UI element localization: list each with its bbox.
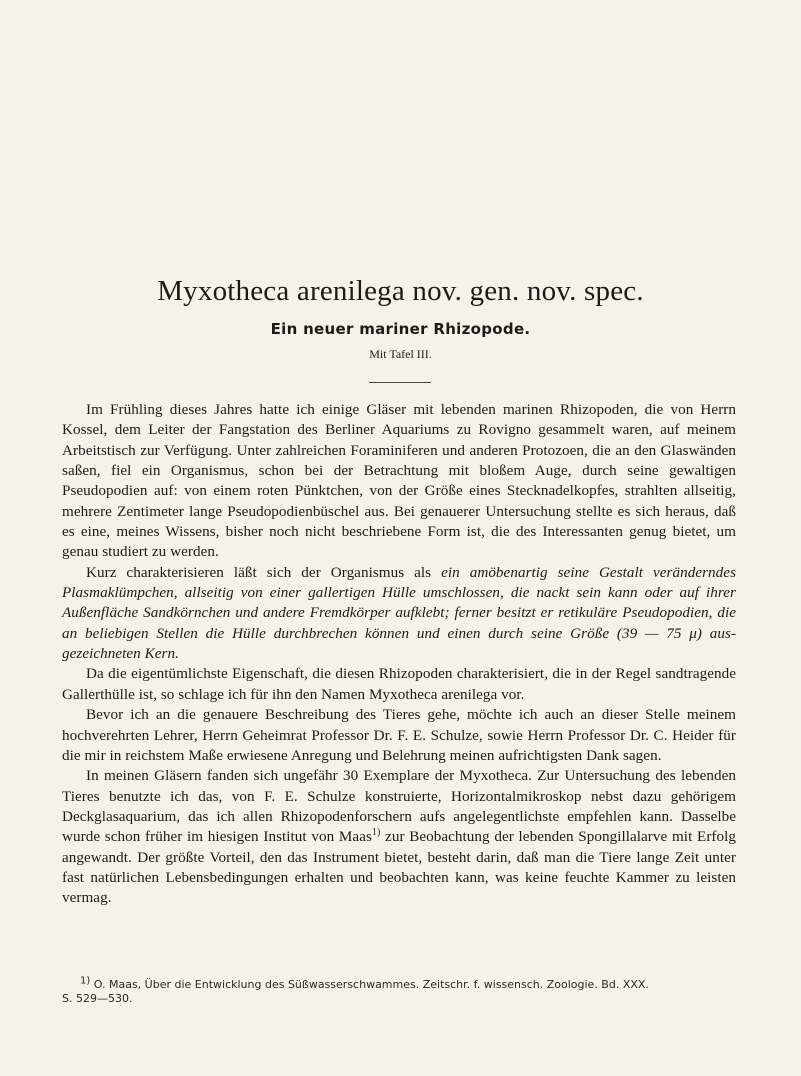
paragraph-4: Bevor ich an die genauere Beschreibung des Tieres gehe, möchte ich auch an dieser Stelle meinem hochverehrten Lehrer, Herrn Geheimrat Professor Dr. F. E. Schulze, sowie Herrn Professor Dr. C. Heider für die mir in reichstem Maße erwiesene Anregung und Belehrung meinen aufrichtigsten Dank sagen.	[62, 706, 736, 764]
paper-title: Myxotheca arenilega nov. gen. nov. spec.	[157, 275, 644, 307]
paragraph-5-after: zur Beobachtung der lebenden Spongillalarve mit Erfolg angewandt. Der größte Vorteil, den das Instrument bietet, besteht darin, daß man die Tiere lange Zeit unter fast natürlichen Lebensbedingungen erhalten und beobachten kann, was keine feuchte Kammer zu leisten vermag.	[62, 828, 736, 907]
paragraph-5	[62, 766, 736, 908]
paragraph-3: Da die eigentümlichste Eigenschaft, die diesen Rhizopoden charakterisiert, die in der Regel sandtragende Gallerthülle ist, so schlage ich für ihn den Namen Myxotheca arenilega vor.	[62, 665, 736, 703]
plate-note: Mit Tafel III.	[369, 347, 432, 361]
main-body	[62, 400, 736, 909]
footnote-reference: 1)	[371, 827, 381, 839]
paragraph-2	[62, 563, 736, 665]
footnote-line-2: S. 529—530.	[62, 992, 133, 1005]
footnote-text: O. Maas, Über die Entwicklung des Süßwasserschwammes. Zeitschr. f. wissensch. Zoologie. Bd. XXX.	[93, 978, 649, 991]
footnote	[62, 975, 736, 1006]
paper-subtitle: Ein neuer mariner Rhizopode.	[270, 320, 531, 338]
footnote-line-1	[62, 975, 736, 992]
paragraph-2-italic: ein amöbenartig seine Gestalt veränderndes Plasmaklümpchen, allseitig von einer gallertigen Hülle umschlossen, die nackt sein kann oder auf ihrer Außenfläche Sandkörnchen und andere Fremdkörper aufklebt; ferner besitzt er retikuläre Pseudopodien, die an beliebigen Stellen die Hülle durchbrechen können und einen durch seine Größe (39 — 75 μ) ausgezeichneten Kern.	[62, 563, 737, 663]
paragraph-2-intro: Kurz charakterisieren läßt sich der Organismus als	[86, 563, 432, 581]
section-divider	[369, 382, 431, 383]
footnote-mark: 1)	[80, 975, 91, 987]
paragraph-5-before: In meinen Gläsern fanden sich ungefähr 30 Exemplare der Myxotheca. Zur Untersuchung des lebenden Tieres benutzte ich das, von F. E. Schulze konstruierte, Horizontalmikroskop nebst dazu gehörigem Deckglasaquarium, das ich allen Rhizopodenforschern aufs angelegentlichste empfehlen kann. Dasselbe wurde schon früher im hiesigen Institut von Maas	[62, 767, 736, 846]
paragraph-1: Im Frühling dieses Jahres hatte ich einige Gläser mit lebenden marinen Rhizopoden, die von Herrn Kossel, dem Leiter der Fangstation des Berliner Aquariums zu Rovigno gesammelt waren, auf meinem Arbeitstisch zur Verfügung. Unter zahlreichen Foraminiferen und anderen Protozoen, die an den Glaswänden saßen, fiel ein Organismus, schon bei der Betrachtung mit bloßem Auge, durch seine gewaltigen Pseudopodien auf: von einem roten Pünktchen, von der Größe eines Stecknadelkopfes, strahlten allseitig, mehrere Zentimeter lange Pseudopodienbüschel aus. Bei genauerer Untersuchung stellte es sich heraus, daß es eine, meines Wissens, bisher noch nicht beschriebene Form ist, die des Interessanten genug bietet, um genau studiert zu werden.	[62, 401, 736, 561]
